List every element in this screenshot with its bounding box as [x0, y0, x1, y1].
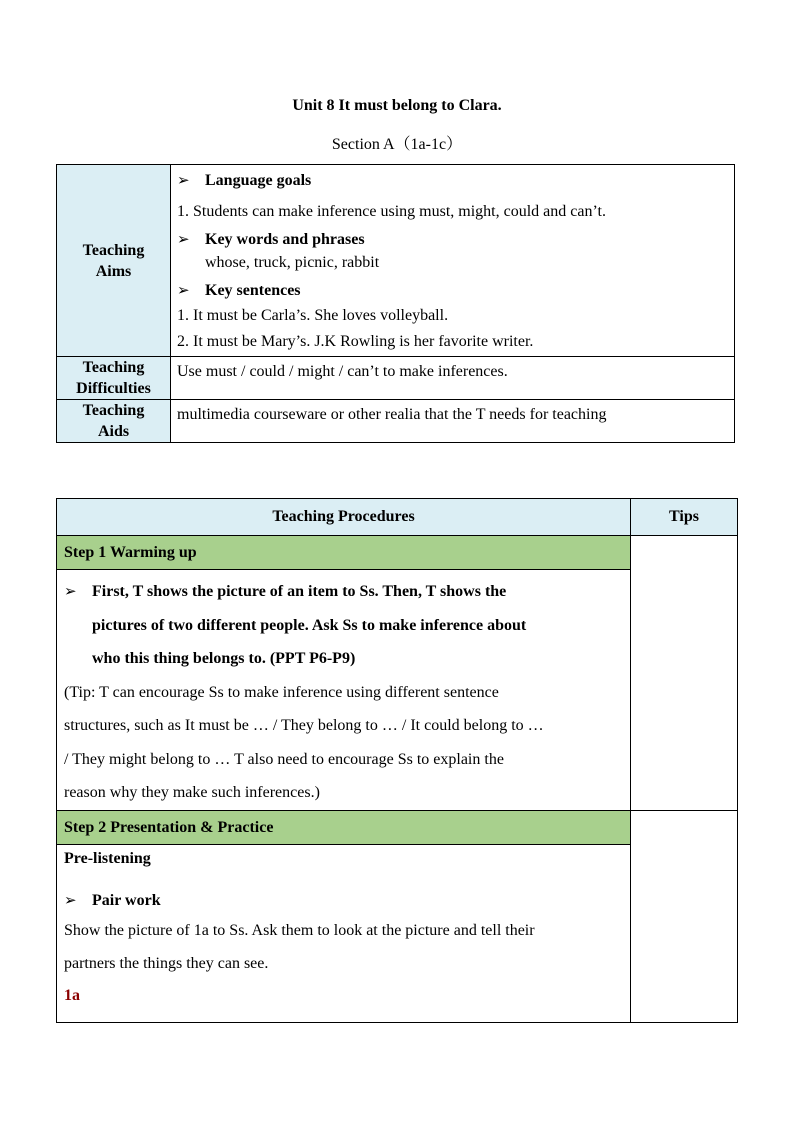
section-subtitle: Section A（1a-1c）: [331, 136, 463, 153]
document-title: Unit 8 It must belong to Clara.: [292, 97, 502, 114]
step2-cell: [57, 810, 631, 1022]
difficulties-text: Use must / could / might / can’t to make inferences.: [171, 357, 735, 400]
step2-text-line: partners the things they can see.: [64, 955, 269, 972]
arrow-bullet-icon: ➢: [177, 281, 190, 299]
key-sentence: 2. It must be Mary’s. J.K Rowling is her favorite writer.: [177, 333, 534, 350]
aids-label: Teaching Aids: [57, 400, 171, 443]
key-words-heading: Key words and phrases: [205, 231, 365, 248]
procedures-header-row: [57, 499, 738, 536]
step1-bullet-line: pictures of two different people. Ask Ss to make inference about: [92, 616, 527, 634]
step1-tip-line: structures, such as It must be … / They belong to … / It could belong to …: [64, 717, 544, 734]
step1-tips-cell: [631, 536, 738, 811]
difficulties-label: Teaching Difficulties: [57, 357, 171, 400]
key-sentences-heading: Key sentences: [205, 282, 301, 299]
step1-bullet-line: ➢ First, T shows the picture of an item to Ss. Then, T shows the: [64, 575, 623, 609]
arrow-bullet-icon: ➢: [177, 171, 190, 189]
arrow-bullet-icon: ➢: [64, 582, 77, 600]
tips-column-header: Tips: [631, 499, 738, 536]
aims-row: [57, 165, 735, 357]
key-sentence: 1. It must be Carla’s. She loves volleyball.: [177, 307, 449, 324]
step2-text-line: Show the picture of 1a to Ss. Ask them to look at the picture and tell their: [64, 921, 535, 939]
procedures-column-header: Teaching Procedures: [57, 499, 631, 536]
teaching-procedures-table: [56, 498, 738, 1023]
pre-listening-label: Pre-listening: [64, 849, 151, 867]
exercise-1a-label: 1a: [64, 986, 80, 1004]
step2-heading: Step 2 Presentation & Practice: [57, 811, 630, 845]
arrow-bullet-icon: ➢: [64, 890, 77, 909]
aims-content: [171, 165, 735, 357]
aims-label: Teaching Aims: [57, 165, 171, 357]
aids-row: [57, 400, 735, 443]
aids-text: multimedia courseware or other realia that the T needs for teaching: [171, 400, 735, 443]
step1-tip-line: reason why they make such inferences.): [64, 784, 320, 801]
step1-row: [57, 536, 738, 811]
teaching-aims-table: [56, 164, 735, 443]
step1-bullet-line: who this thing belongs to. (PPT P6-P9): [92, 650, 356, 667]
step2-tips-cell: [631, 810, 738, 1022]
language-goals-heading: Language goals: [205, 172, 312, 189]
pair-work-heading: ➢ Pair work: [64, 888, 623, 913]
step1-cell: [57, 536, 631, 811]
arrow-bullet-icon: ➢: [177, 230, 190, 248]
step1-heading: Step 1 Warming up: [57, 536, 630, 570]
step2-row: [57, 810, 738, 1022]
step1-tip-line: (Tip: T can encourage Ss to make inference using different sentence: [64, 683, 499, 701]
language-goal: 1. Students can make inference using must, might, could and can’t.: [177, 203, 606, 220]
key-words: whose, truck, picnic, rabbit: [205, 254, 380, 271]
step1-tip-line: / They might belong to … T also need to encourage Ss to explain the: [64, 750, 504, 768]
difficulties-row: [57, 357, 735, 400]
